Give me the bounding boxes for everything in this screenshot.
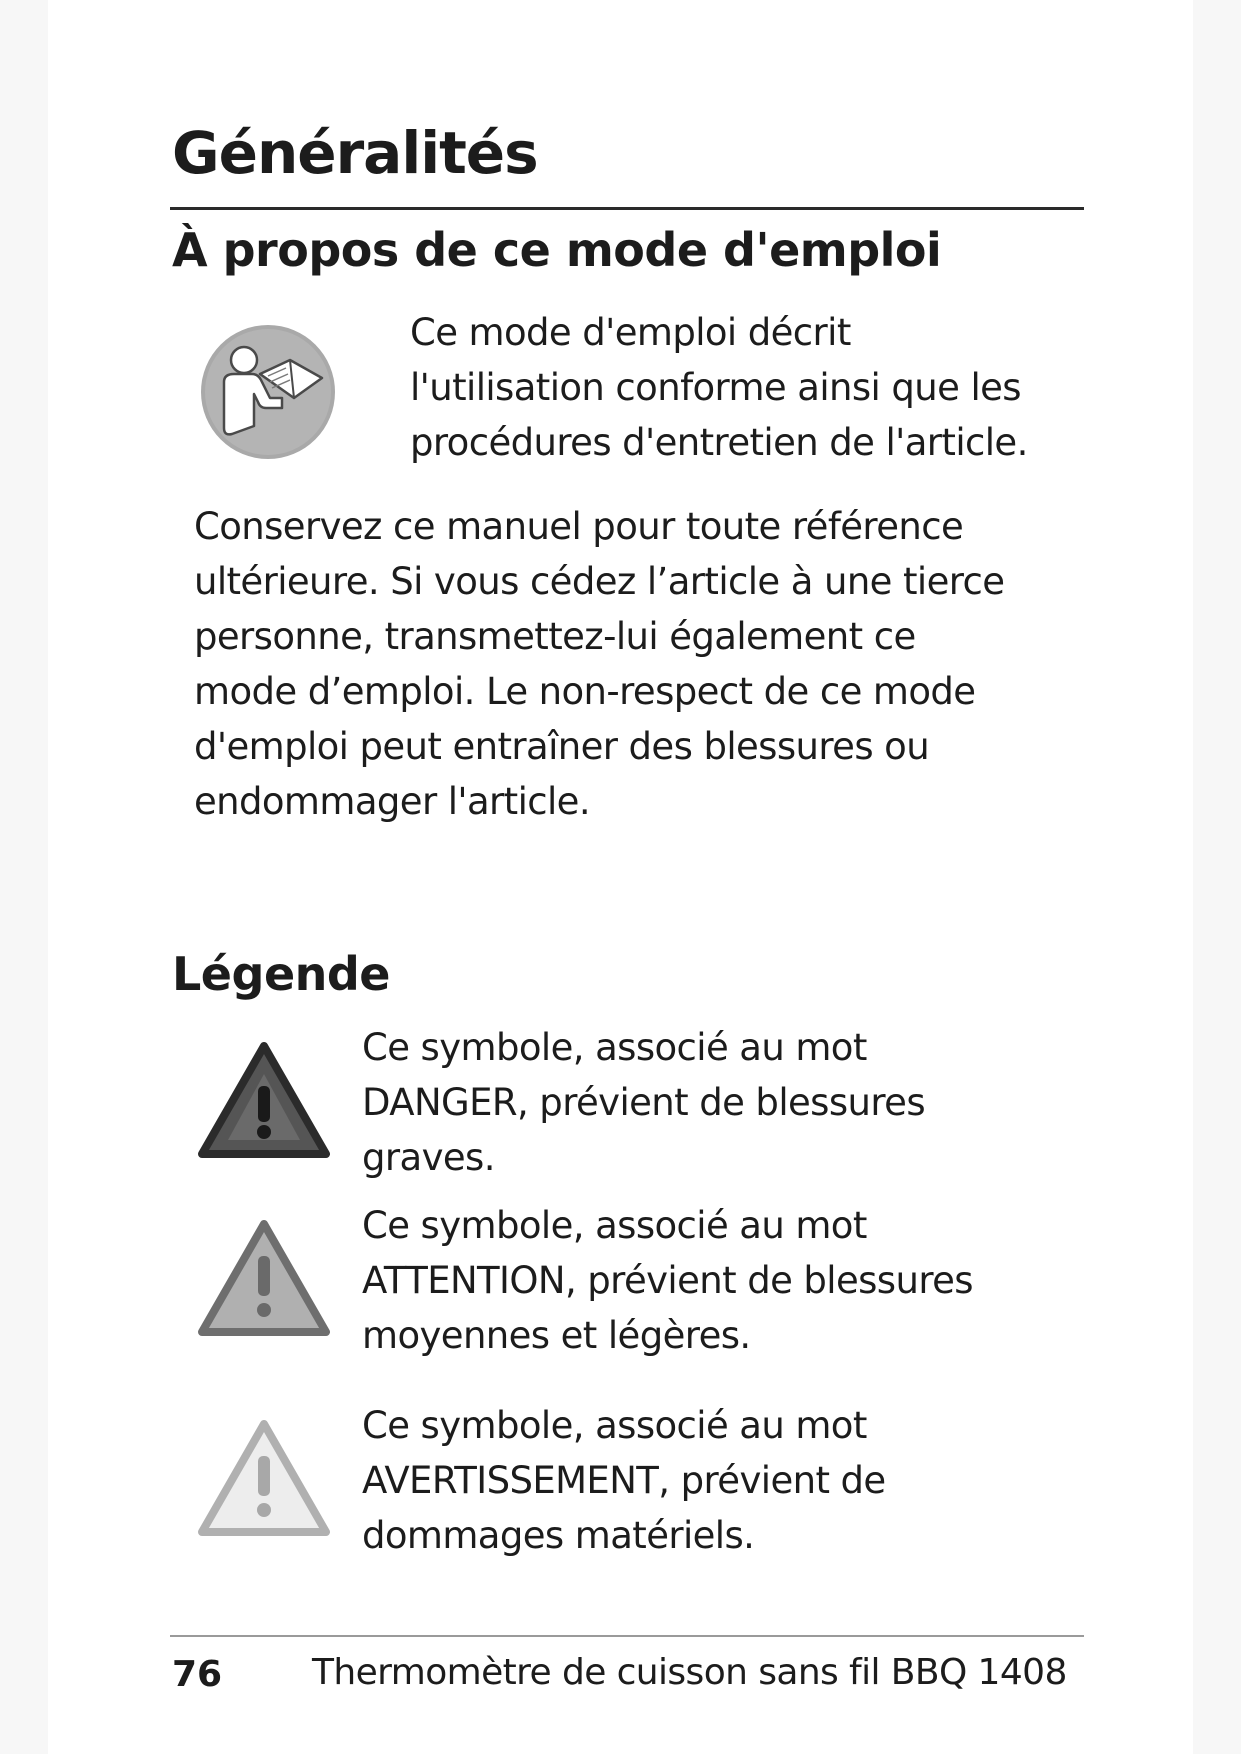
title-divider xyxy=(170,207,1084,210)
section-title: Généralités xyxy=(172,119,538,187)
warning-danger-icon xyxy=(196,1040,332,1162)
legend-line: Ce symbole, associé au mot xyxy=(362,1026,867,1069)
legend-item-avertissement xyxy=(362,1398,886,1563)
legend-line: Ce symbole, associé au mot xyxy=(362,1404,867,1447)
warning-attention-icon xyxy=(196,1218,332,1340)
paragraph-line: ultérieure. Si vous cédez l’article à une tierce xyxy=(194,560,1005,603)
paragraph-line: d'emploi peut entraîner des blessures ou xyxy=(194,725,930,768)
legend-item-danger xyxy=(362,1020,925,1185)
read-manual-icon xyxy=(198,322,338,462)
legend-line: DANGER, prévient de blessures xyxy=(362,1081,926,1124)
footer-title: Thermomètre de cuisson sans fil BBQ 1408 xyxy=(312,1652,1067,1693)
footer-divider xyxy=(170,1635,1084,1637)
legend-item-attention xyxy=(362,1198,973,1363)
intro-line: Ce mode d'emploi décrit xyxy=(410,311,851,354)
page-number: 76 xyxy=(172,1654,223,1695)
legend-heading: Légende xyxy=(172,947,391,1001)
paragraph-line: mode d’emploi. Le non-respect de ce mode xyxy=(194,670,976,713)
paragraph-line: personne, transmettez-lui également ce xyxy=(194,615,916,658)
legend-line: Ce symbole, associé au mot xyxy=(362,1204,867,1247)
about-paragraph xyxy=(194,499,1004,829)
legend-line: dommages matériels. xyxy=(362,1514,755,1557)
intro-line: l'utilisation conforme ainsi que les xyxy=(410,366,1021,409)
about-heading: À propos de ce mode d'emploi xyxy=(172,223,942,277)
legend-line: graves. xyxy=(362,1136,495,1179)
legend-line: AVERTISSEMENT, prévient de xyxy=(362,1459,886,1502)
legend-line: moyennes et légères. xyxy=(362,1314,751,1357)
paragraph-line: endommager l'article. xyxy=(194,780,590,823)
warning-avertissement-icon xyxy=(196,1418,332,1540)
paragraph-line: Conservez ce manuel pour toute référence xyxy=(194,505,964,548)
about-intro xyxy=(410,305,1028,470)
intro-line: procédures d'entretien de l'article. xyxy=(410,421,1028,464)
legend-line: ATTENTION, prévient de blessures xyxy=(362,1259,973,1302)
